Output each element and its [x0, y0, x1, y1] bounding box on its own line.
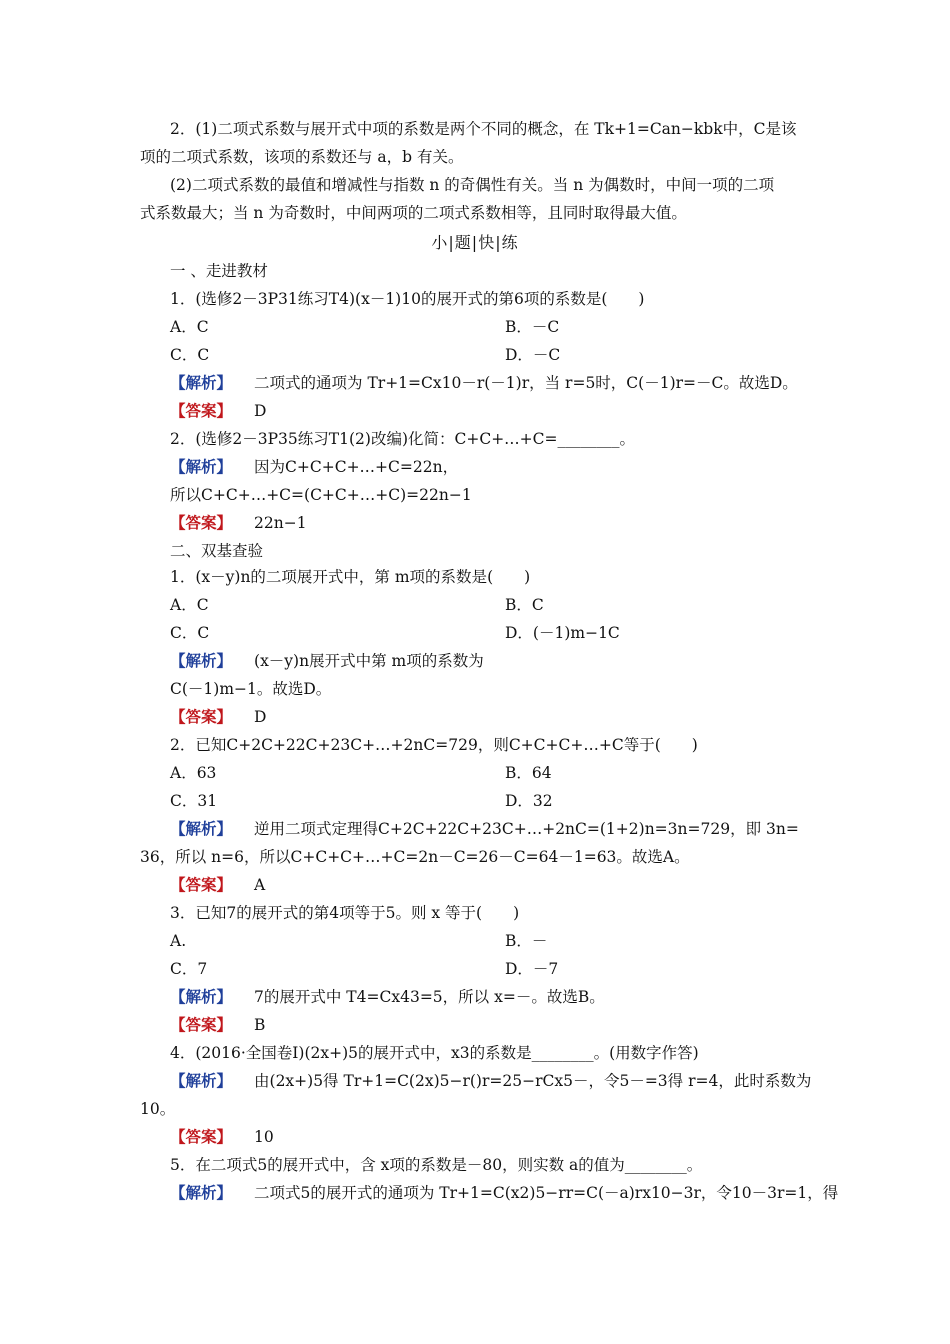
q2-4-jiexi — [170, 1068, 820, 1094]
q2-3-answer — [170, 1012, 820, 1038]
q2-5-jiexi — [170, 1180, 839, 1206]
q1-1-option-c: C．C — [170, 346, 210, 364]
q2-3-stem: 3．已知7的展开式的第4项等于5。则 x 等于( ) — [170, 904, 520, 922]
q2-4-line2: 10。 — [140, 1100, 176, 1118]
jiexi-label: 【解析】 — [170, 1071, 233, 1090]
section-title: 小|题|快|练 — [431, 233, 519, 252]
q2-2-option-d: D．32 — [505, 792, 553, 810]
q2-2-option-a: A．63 — [170, 764, 217, 782]
q2-2-jiexi-text: 逆用二项式定理得C+2C+22C+23C+…+2nC=(1+2)n=3n=729，即 3n= — [254, 820, 799, 838]
q1-2-answer — [170, 510, 820, 536]
q2-1-line2: C(－1)m−1。故选D。 — [170, 680, 332, 698]
q1-1-answer — [170, 398, 820, 424]
q2-4-jiexi-text: 由(2x+)5得 Tr+1=C(2x)5−r()r=25−rCx5－，令5－=3得 r=4，此时系数为 — [254, 1072, 812, 1090]
q2-3-option-d: D．－7 — [505, 960, 559, 978]
jiexi-label: 【解析】 — [170, 457, 233, 476]
q1-2-stem: 2．(选修2－3P35练习T1(2)改编)化简：C+C+…+C=________。 — [170, 430, 636, 448]
q2-3-jiexi-text: 7的展开式中 T4=Cx43=5，所以 x=－。故选B。 — [254, 988, 605, 1006]
q2-3-answer-text: B — [254, 1016, 266, 1034]
q2-3-option-a: A. — [170, 932, 187, 950]
q1-1-stem: 1．(选修2－3P31练习T4)(x－1)10的展开式的第6项的系数是( ) — [170, 290, 645, 308]
q1-1-answer-text: D — [254, 402, 267, 420]
q2-2-line2: 36，所以 n=6，所以C+C+C+…+C=2n－C=26－C=64－1=63。故选A。 — [140, 848, 690, 866]
q2-2-option-b: B．64 — [505, 764, 552, 782]
q2-1-jiexi-text: (x－y)n展开式中第 m项的系数为 — [254, 652, 484, 670]
q2-3-option-c: C．7 — [170, 960, 208, 978]
daan-label: 【答案】 — [170, 513, 233, 532]
q2-3-option-b: B．－ — [505, 932, 548, 950]
q2-2-answer — [170, 872, 820, 898]
q1-1-option-d: D．－C — [505, 346, 561, 364]
q1-2-jiexi — [170, 454, 820, 480]
q2-1-option-b: B．C — [505, 596, 544, 614]
intro-p2b-line2: 式系数最大；当 n 为奇数时，中间两项的二项式系数相等，且同时取得最大值。 — [140, 204, 687, 222]
q2-1-option-c: C．C — [170, 624, 210, 642]
q2-1-answer — [170, 704, 820, 730]
q2-1-option-a: A．C — [170, 596, 209, 614]
q2-1-answer-text: D — [254, 708, 267, 726]
q2-1-option-d: D．(－1)m−1C — [505, 624, 620, 642]
q2-4-answer — [170, 1124, 820, 1150]
q1-1-jiexi — [170, 370, 820, 396]
jiexi-label: 【解析】 — [170, 651, 233, 670]
q2-2-answer-text: A — [254, 876, 266, 894]
jiexi-label: 【解析】 — [170, 373, 233, 392]
q2-2-stem: 2．已知C+2C+22C+23C+…+2nC=729，则C+C+C+…+C等于( ) — [170, 736, 698, 754]
q1-2-jiexi-text: 因为C+C+C+…+C=22n， — [254, 458, 459, 476]
jiexi-label: 【解析】 — [170, 1183, 233, 1202]
q1-1-option-a: A．C — [170, 318, 209, 336]
q2-4-stem: 4．(2016·全国卷Ⅰ)(2x+)5的展开式中，x3的系数是________。(用数字作答) — [170, 1044, 699, 1062]
intro-p2b-line1: (2)二项式系数的最值和增减性与指数 n 的奇偶性有关。当 n 为偶数时，中间一项的二项 — [170, 176, 775, 194]
q2-4-answer-text: 10 — [254, 1128, 274, 1146]
q2-5-jiexi-text: 二项式5的展开式的通项为 Tr+1=C(x2)5−rr=C(－a)rx10−3r，令10－3r=1，得 — [254, 1184, 839, 1202]
jiexi-label: 【解析】 — [170, 819, 233, 838]
part2-heading: 二、双基查验 — [170, 542, 264, 560]
daan-label: 【答案】 — [170, 1015, 233, 1034]
q2-1-stem: 1．(x－y)n的二项展开式中，第 m项的系数是( ) — [170, 568, 531, 586]
daan-label: 【答案】 — [170, 875, 233, 894]
q2-1-jiexi — [170, 648, 820, 674]
q2-5-stem: 5．在二项式5的展开式中，含 x项的系数是－80，则实数 a的值为________。 — [170, 1156, 703, 1174]
daan-label: 【答案】 — [170, 401, 233, 420]
q1-2-answer-text: 22n−1 — [254, 514, 307, 532]
q2-3-jiexi — [170, 984, 820, 1010]
part1-heading: 一 、走进教材 — [170, 262, 268, 280]
q2-2-option-c: C．31 — [170, 792, 218, 810]
q2-2-jiexi — [170, 816, 820, 842]
q1-1-jiexi-text: 二项式的通项为 Tr+1=Cx10－r(－1)r，当 r=5时，C(－1)r=－C。故选D。 — [254, 374, 798, 392]
daan-label: 【答案】 — [170, 1127, 233, 1146]
intro-p2-line2: 项的二项式系数，该项的系数还与 a，b 有关。 — [140, 148, 464, 166]
q1-1-option-b: B．－C — [505, 318, 560, 336]
intro-p2-line1: 2．(1)二项式系数与展开式中项的系数是两个不同的概念，在 Tk+1=Can−kbk中，C是该 — [170, 120, 797, 138]
daan-label: 【答案】 — [170, 707, 233, 726]
q1-2-line2: 所以C+C+…+C=(C+C+…+C)=22n−1 — [170, 486, 472, 504]
jiexi-label: 【解析】 — [170, 987, 233, 1006]
